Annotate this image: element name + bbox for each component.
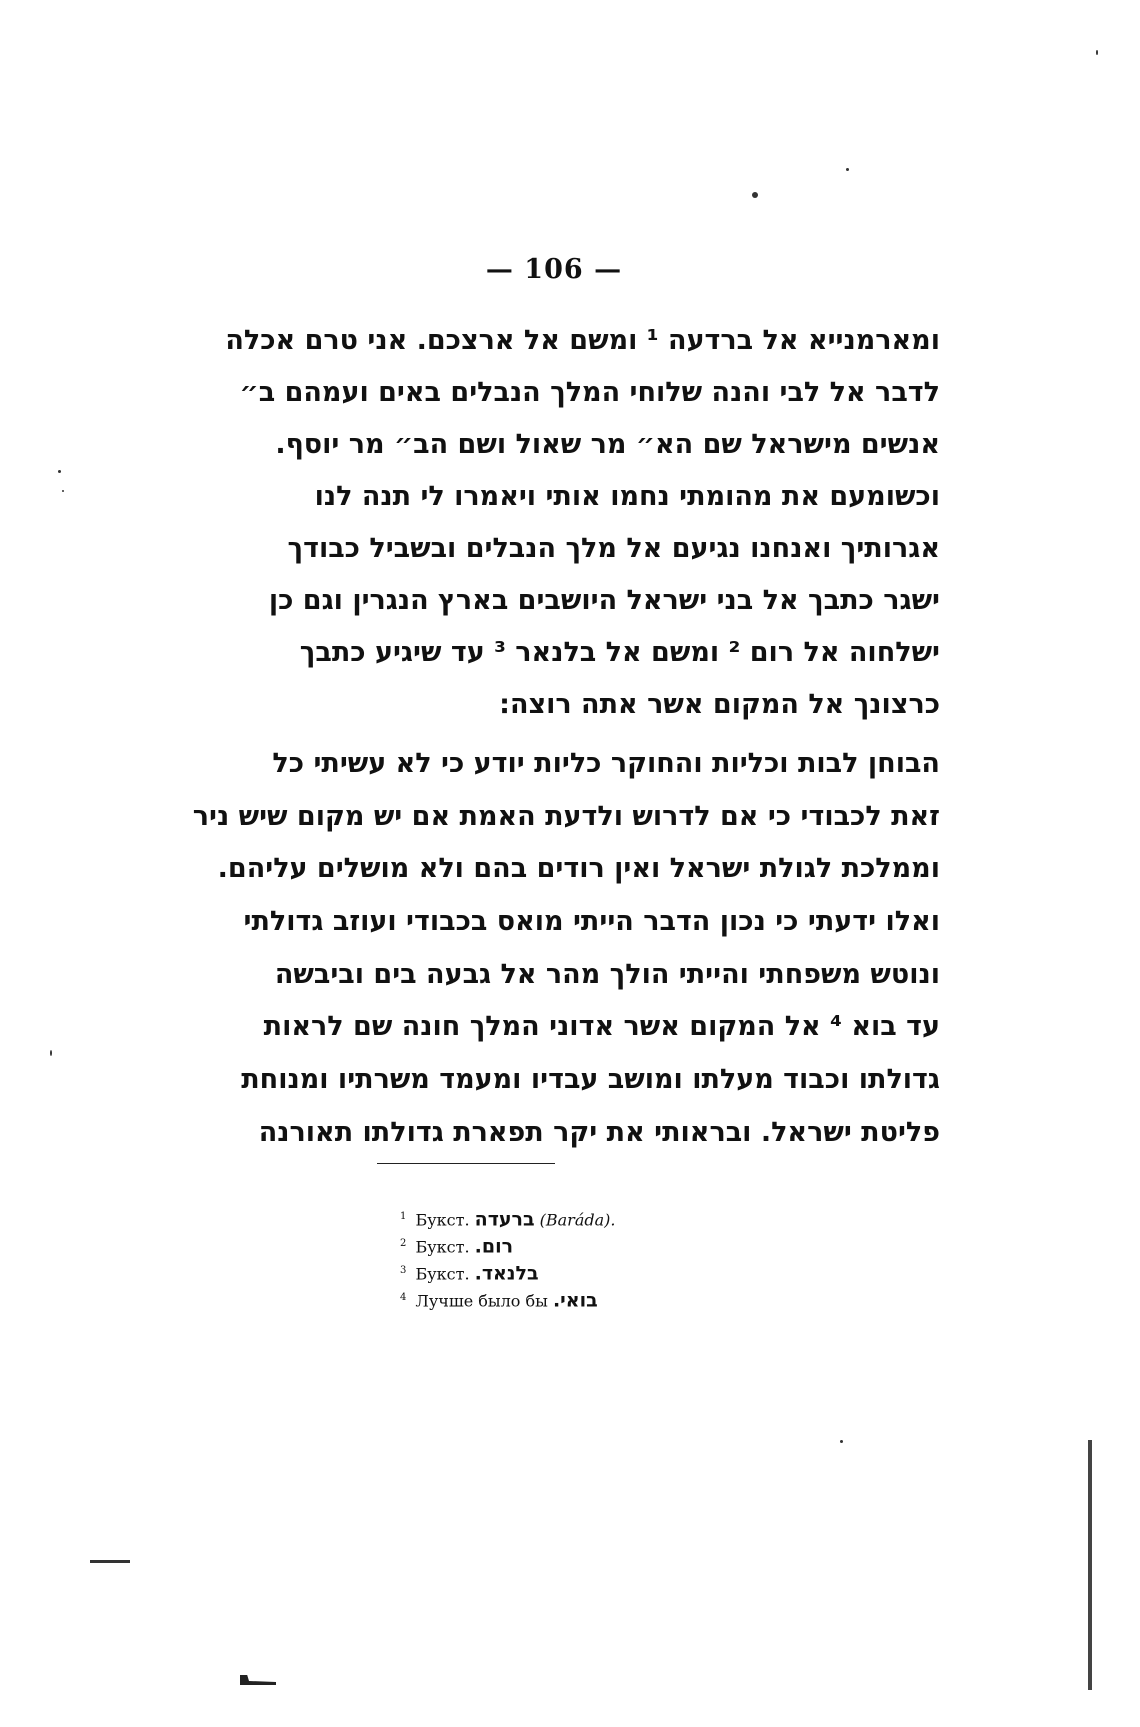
scan-speck — [50, 1050, 52, 1056]
text-line: לדבר אל לבי והנה שלוחי המלך הנבלים באים ועמהם ב״ — [239, 377, 940, 408]
footnotes — [400, 1203, 900, 1311]
paragraph-1 — [225, 315, 940, 731]
footnote-hebrew: בואי. — [552, 1289, 598, 1312]
text-line: וכשומעם את מהומתי נחמו אותי ויאמרו לי תנה לנו — [314, 481, 940, 512]
footnote-4 — [400, 1284, 900, 1311]
text-line: גדולתו וכבוד מעלתו ומושב עבדיו ומעמד משרתיו ומנוחת — [241, 1064, 940, 1096]
text-line: ואלו ידעתי כי נכון הדבר הייתי מואס בכבודי ועוזב גדולתי — [243, 906, 940, 938]
footnote-hebrew: ברעדה — [474, 1208, 535, 1231]
footnote-separator — [377, 1163, 555, 1164]
paragraph-2 — [192, 738, 940, 1160]
scan-speck — [58, 470, 61, 473]
footnote-prefix: Лучше было бы — [415, 1291, 548, 1311]
text-line: הבוחן לבות וכליות והחוקר כליות יודע כי לא עשיתי כל — [272, 748, 940, 779]
scan-speck — [840, 1440, 843, 1443]
scan-corner-mark — [240, 1675, 276, 1685]
footnote-prefix: Букст. — [415, 1264, 470, 1284]
text-line: ונוטש משפחתי והייתי הולך מהר אל גבעה בים וביבשה — [274, 958, 940, 990]
scan-speck — [1096, 50, 1098, 55]
scan-margin-dash — [90, 1560, 130, 1563]
footnote-note: (Baráda). — [539, 1210, 616, 1230]
footnote-hebrew: בלנאד. — [474, 1262, 539, 1285]
footnote-number: 2 — [400, 1238, 407, 1249]
footnote-number: 4 — [400, 1292, 407, 1303]
footnote-prefix: Букст. — [415, 1210, 470, 1230]
text-line: פליטת ישראל. ובראותי את יקר תפארת גדולתו תאורנה — [258, 1116, 940, 1148]
text-line: אגרותיך ואנחנו נגיעם אל מלך הנבלים ובשביל כבודך — [287, 533, 940, 564]
text-line: זאת לכבודי כי אם לדרוש ולדעת האמת אם יש מקום שיש ניר — [192, 800, 940, 832]
text-line: עד בוא ⁴ אל המקום אשר אדוני המלך חונה שם לראות — [263, 1011, 940, 1043]
footnote-number: 3 — [400, 1265, 407, 1276]
scan-speck — [62, 490, 64, 492]
footnote-2 — [400, 1230, 900, 1257]
text-line: ומארמנייא אל ברדעה ¹ ומשם אל ארצכם. אני טרם אכלה — [225, 325, 940, 356]
footnote-3 — [400, 1257, 900, 1284]
footnote-number: 1 — [400, 1211, 407, 1222]
scan-speck — [752, 192, 758, 198]
footnote-hebrew: רום. — [474, 1235, 514, 1258]
scan-speck — [846, 168, 849, 171]
text-line: ישלחוה אל רום ² ומשם אל בלנאר ³ עד שיגיע כתבך — [299, 637, 940, 668]
scan-edge-shadow — [1088, 1440, 1092, 1690]
text-line: וממלכת לגולת ישראל ואין רודים בהם ולא מושלים עליהם. — [217, 853, 940, 885]
text-line: אנשים מישראל שם הא״ מר שאול ושם הב״ מר יוסף. — [275, 429, 940, 460]
footnote-1 — [400, 1203, 900, 1230]
footnote-prefix: Букст. — [415, 1237, 470, 1257]
text-line: ישגר כתבך אל בני ישראל היושבים בארץ הנגרין וגם כן — [268, 585, 940, 616]
text-line: כרצונך אל המקום אשר אתה רוצה: — [499, 689, 940, 720]
page-number: — 106 — — [485, 254, 623, 285]
